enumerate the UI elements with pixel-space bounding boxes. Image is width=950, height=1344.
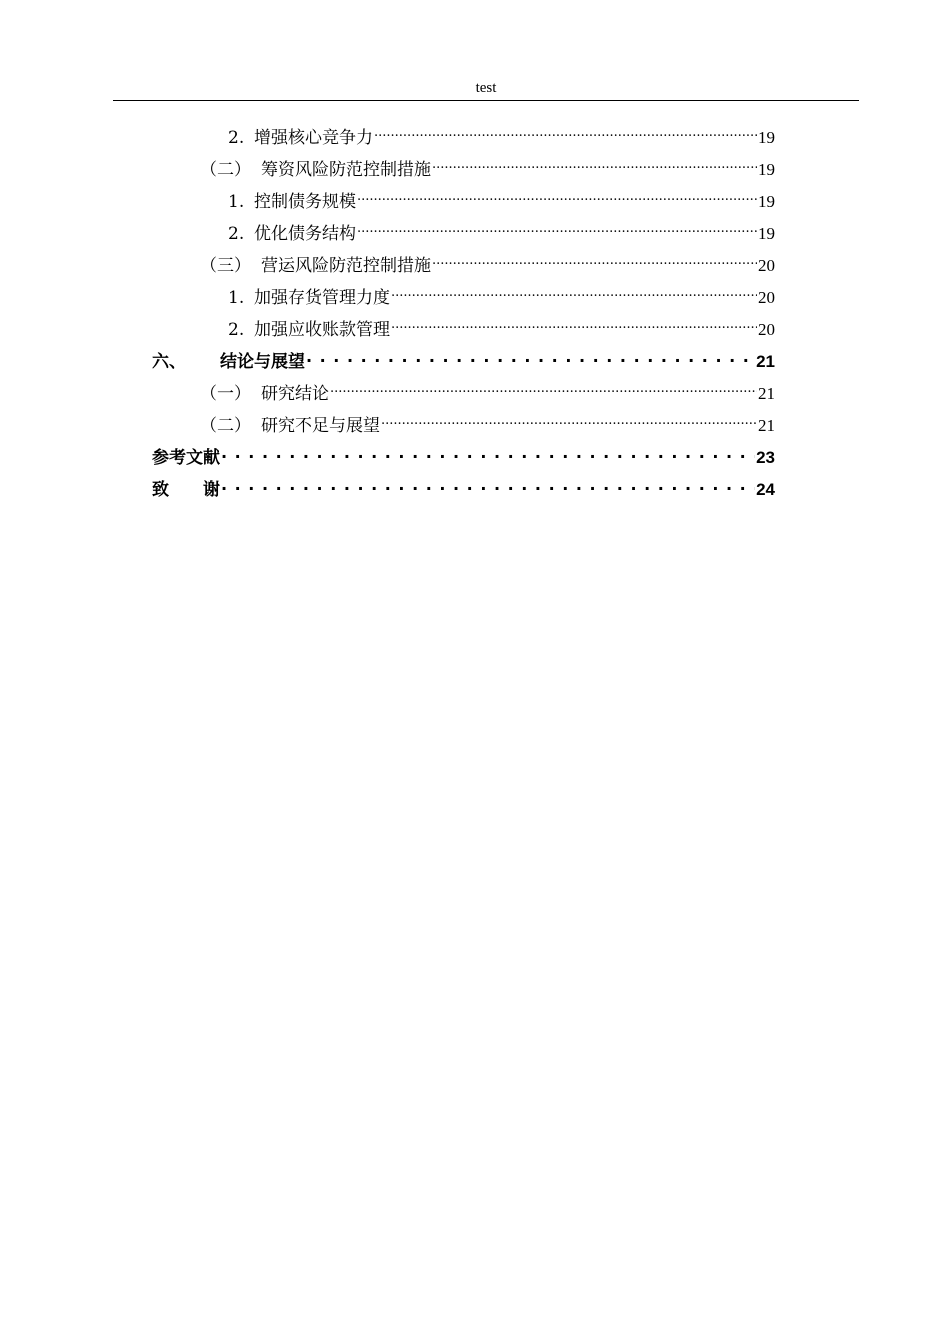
toc-entry-title: 结论与展望 <box>220 352 305 372</box>
toc-entry[interactable] <box>228 181 775 212</box>
toc-entry-number: 2. <box>228 128 245 148</box>
toc-entry-page: 20 <box>758 320 775 339</box>
toc-entry-number: 1. <box>228 192 245 212</box>
toc-entry-title: 致 谢 <box>152 480 220 500</box>
toc-entry-number: （一） <box>200 384 251 404</box>
toc-dot-leader <box>391 277 757 303</box>
toc-dot-leader <box>306 341 755 367</box>
toc-entry-number: （三） <box>200 256 251 276</box>
toc-entry[interactable] <box>200 149 775 180</box>
toc-entry-page: 24 <box>756 480 775 499</box>
toc-entry-title: 研究结论 <box>261 384 329 404</box>
toc-entry[interactable] <box>228 117 775 148</box>
toc-entry[interactable] <box>228 309 775 340</box>
toc-dot-leader <box>391 309 757 335</box>
toc-chapter-entry[interactable] <box>152 469 775 500</box>
toc-entry-page: 20 <box>758 288 775 307</box>
toc-entry[interactable] <box>228 277 775 308</box>
toc-entry-title: 控制债务规模 <box>254 192 356 212</box>
toc-dot-leader <box>374 117 757 143</box>
toc-dot-leader <box>381 405 757 431</box>
toc-entry-title: 筹资风险防范控制措施 <box>261 160 431 180</box>
toc-entry-page: 19 <box>758 160 775 179</box>
toc-entry-page: 19 <box>758 128 775 147</box>
toc-entry-page: 20 <box>758 256 775 275</box>
toc-chapter-entry[interactable] <box>152 437 775 468</box>
toc-entry-page: 21 <box>758 384 775 403</box>
toc-entry-title: 增强核心竞争力 <box>254 128 373 148</box>
toc-entry-number: 1. <box>228 288 245 308</box>
toc-entry-page: 23 <box>756 448 775 467</box>
toc-entry[interactable] <box>200 373 775 404</box>
toc-dot-leader <box>432 245 757 271</box>
toc-chapter-entry[interactable] <box>152 341 775 372</box>
toc-dot-leader <box>432 149 757 175</box>
toc-entry-title: 加强应收账款管理 <box>254 320 390 340</box>
toc-dot-leader <box>221 469 755 495</box>
toc-entry-title: 加强存货管理力度 <box>254 288 390 308</box>
toc-entry-page: 19 <box>758 224 775 243</box>
toc-dot-leader <box>357 213 757 239</box>
toc-entry[interactable] <box>200 405 775 436</box>
toc-entry-number: （二） <box>200 416 251 436</box>
toc-entry-number: 六、 <box>152 352 186 372</box>
toc-dot-leader <box>221 437 755 463</box>
toc-entry-page: 21 <box>756 352 775 371</box>
header-rule <box>113 100 859 101</box>
toc-entry-page: 21 <box>758 416 775 435</box>
toc-entry-title: 优化债务结构 <box>254 224 356 244</box>
toc-entry-page: 19 <box>758 192 775 211</box>
toc-entry-number: （二） <box>200 160 251 180</box>
toc-dot-leader <box>357 181 757 207</box>
toc-entry-title: 研究不足与展望 <box>261 416 380 436</box>
toc-dot-leader <box>330 373 757 399</box>
toc-entry[interactable] <box>200 245 775 276</box>
toc-entry-number: 2. <box>228 320 245 340</box>
toc-entry[interactable] <box>228 213 775 244</box>
toc-entry-title: 营运风险防范控制措施 <box>261 256 431 276</box>
toc-entry-title: 参考文献 <box>152 448 220 468</box>
page-header: test <box>475 80 497 96</box>
toc-entry-number: 2. <box>228 224 245 244</box>
